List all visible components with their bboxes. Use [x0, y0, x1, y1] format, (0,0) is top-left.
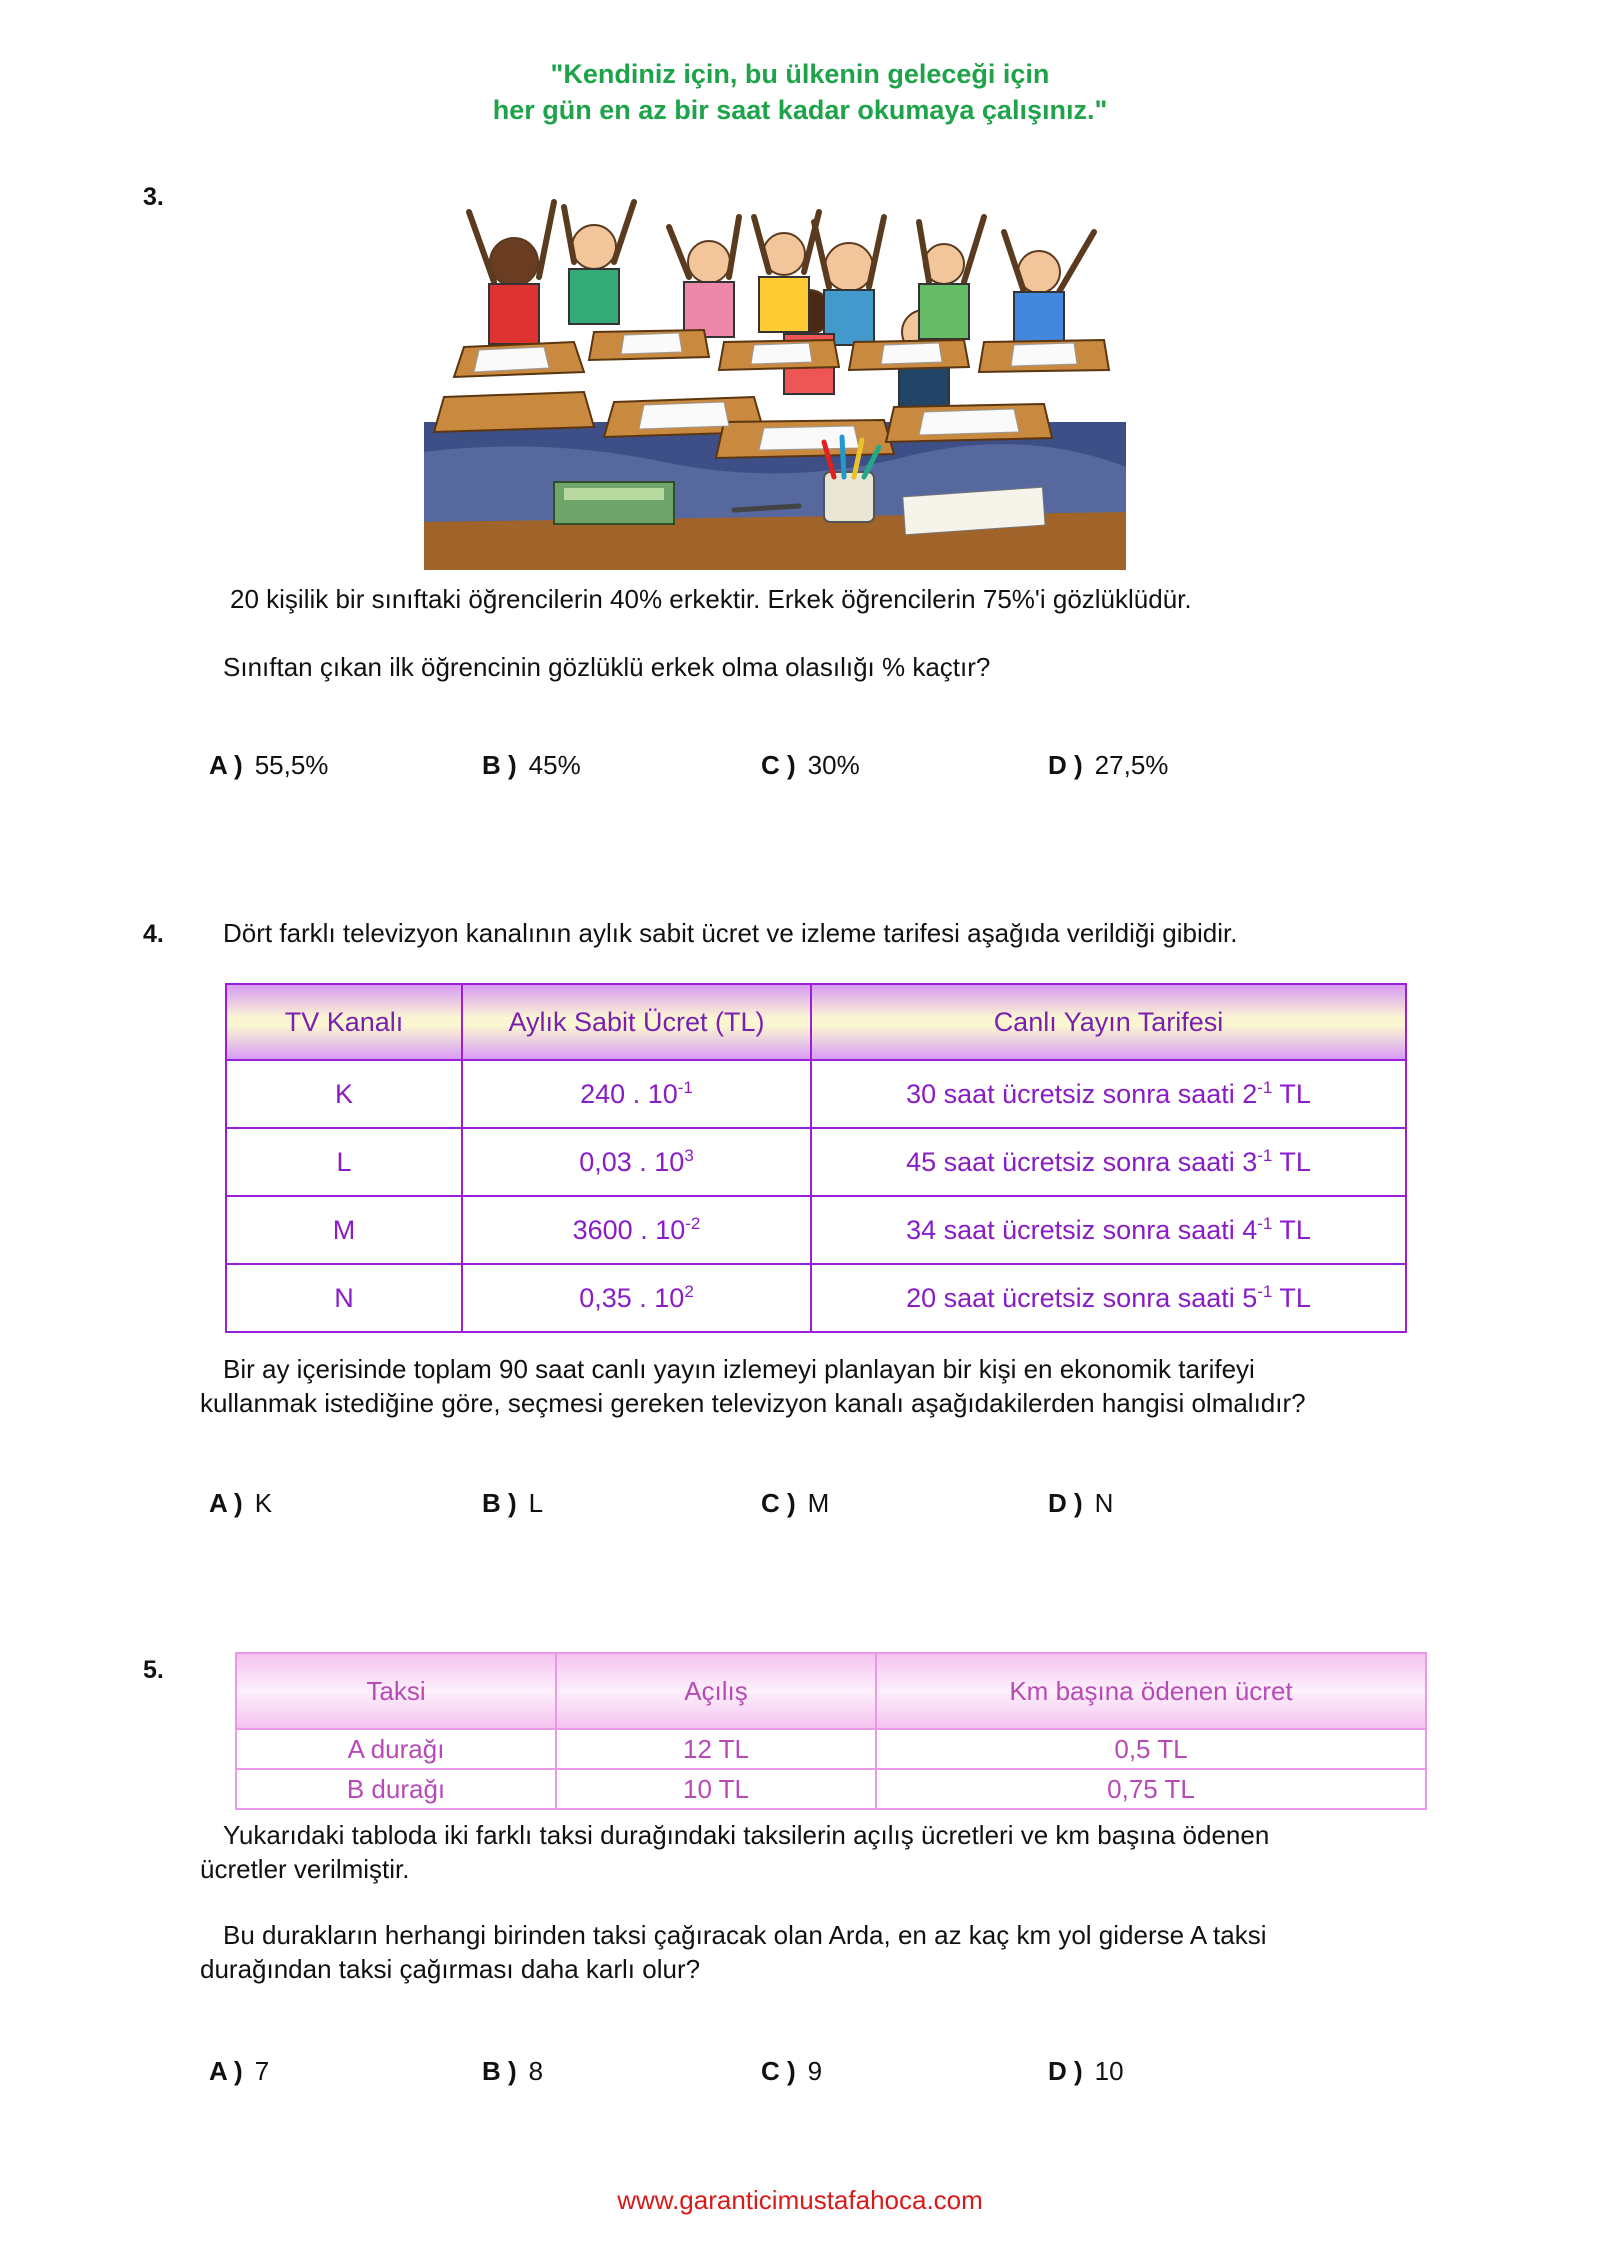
option-letter: A ): [209, 1488, 243, 1518]
question-5-text-1-line-2: ücretler verilmiştir.: [200, 1854, 410, 1884]
option-value: N: [1094, 1488, 1114, 1518]
q3-option-c[interactable]: [761, 750, 860, 781]
table-row: [226, 1196, 1406, 1264]
table-cell: 20 saat ücretsiz sonra saati $5^{-1}$ TL: [811, 1264, 1406, 1332]
option-value: 55,5%: [254, 750, 329, 780]
q4-option-d[interactable]: [1048, 1488, 1113, 1519]
table-cell: N: [226, 1264, 462, 1332]
footer-website-link[interactable]: www.garanticimustafahoca.com: [617, 2185, 983, 2215]
table-cell: 10 TL: [556, 1769, 876, 1809]
classroom-illustration: [424, 192, 1126, 570]
option-letter: C ): [761, 750, 796, 780]
q4-option-c[interactable]: [761, 1488, 829, 1519]
table-cell: M: [226, 1196, 462, 1264]
option-value: 9: [807, 2056, 823, 2086]
q3-option-d[interactable]: [1048, 750, 1168, 781]
table-cell: 0,35 . $10^2$: [462, 1264, 811, 1332]
table-cell: L: [226, 1128, 462, 1196]
option-value: 27,5%: [1094, 750, 1169, 780]
q5-option-d[interactable]: [1048, 2056, 1124, 2087]
option-letter: C ): [761, 2056, 796, 2086]
table-row: [236, 1769, 1426, 1809]
question-4-intro: Dört farklı televizyon kanalının aylık sabit ücret ve izleme tarifesi aşağıda verildiği gibidir.: [223, 918, 1238, 948]
question-4-number: 4.: [143, 920, 164, 948]
question-3-text-1: 20 kişilik bir sınıftaki öğrencilerin 40% erkektir. Erkek öğrencilerin 75%'i gözlüklüdür.: [230, 584, 1192, 614]
option-letter: A ): [209, 2056, 243, 2086]
option-value: 10: [1094, 2056, 1124, 2086]
q5-option-c[interactable]: [761, 2056, 822, 2087]
question-5-text-1-line-1: Yukarıdaki tabloda iki farklı taksi durağındaki taksilerin açılış ücretleri ve km başına ödenen: [223, 1820, 1270, 1850]
table-header: Taksi: [236, 1653, 556, 1729]
option-letter: A ): [209, 750, 243, 780]
option-letter: C ): [761, 1488, 796, 1518]
quote-line-2: her gün en az bir saat kadar okumaya çalışınız.": [492, 95, 1108, 125]
table-cell: 0,03 . $10^3$: [462, 1128, 811, 1196]
question-4-text-line-2: kullanmak istediğine göre, seçmesi gereken televizyon kanalı aşağıdakilerden hangisi olmalıdır?: [200, 1388, 1306, 1418]
option-value: 30%: [807, 750, 860, 780]
question-5-number: 5.: [143, 1656, 164, 1684]
q5-option-b[interactable]: [482, 2056, 543, 2087]
question-5-text-2-line-1: Bu durakların herhangi birinden taksi çağıracak olan Arda, en az kaç km yol giderse A taksi: [223, 1920, 1267, 1950]
table-cell: 30 saat ücretsiz sonra saati $2^{-1}$ TL: [811, 1060, 1406, 1128]
table-cell: 34 saat ücretsiz sonra saati $4^{-1}$ TL: [811, 1196, 1406, 1264]
table-cell: 3600 . $10^{-2}$: [462, 1196, 811, 1264]
option-letter: D ): [1048, 2056, 1083, 2086]
table-cell: 0,75 TL: [876, 1769, 1426, 1809]
option-letter: B ): [482, 750, 517, 780]
table-header-row: [226, 984, 1406, 1060]
option-value: 45%: [528, 750, 581, 780]
table-row: [236, 1729, 1426, 1769]
question-3-text-2: Sınıftan çıkan ilk öğrencinin gözlüklü erkek olma olasılığı % kaçtır?: [223, 652, 991, 682]
quote-line-1: "Kendiniz için, bu ülkenin geleceği için: [550, 59, 1050, 89]
table-cell: B durağı: [236, 1769, 556, 1809]
option-letter: B ): [482, 2056, 517, 2086]
table-row: [226, 1264, 1406, 1332]
table-cell: 240 . $10^{-1}$: [462, 1060, 811, 1128]
motto-quote: [0, 56, 1600, 128]
question-3-number: 3.: [143, 183, 164, 211]
option-letter: D ): [1048, 750, 1083, 780]
question-5-text-2-line-2: durağından taksi çağırması daha karlı olur?: [200, 1954, 701, 1984]
q4-option-b[interactable]: [482, 1488, 543, 1519]
question-4-text-line-1: Bir ay içerisinde toplam 90 saat canlı yayın izlemeyi planlayan bir kişi en ekonomik tarifeyi: [223, 1354, 1255, 1384]
q3-option-a[interactable]: [209, 750, 328, 781]
table-cell: 0,5 TL: [876, 1729, 1426, 1769]
option-value: 7: [254, 2056, 270, 2086]
table-header: Canlı Yayın Tarifesi: [811, 984, 1406, 1060]
table-header: Aylık Sabit Ücret (TL): [462, 984, 811, 1060]
table-row: [226, 1128, 1406, 1196]
table-cell: K: [226, 1060, 462, 1128]
option-value: L: [528, 1488, 544, 1518]
table-header: Km başına ödenen ücret: [876, 1653, 1426, 1729]
table-header: Açılış: [556, 1653, 876, 1729]
q3-option-b[interactable]: [482, 750, 581, 781]
q5-option-a[interactable]: [209, 2056, 269, 2087]
option-letter: D ): [1048, 1488, 1083, 1518]
tv-channel-table: [225, 983, 1407, 1333]
table-header: TV Kanalı: [226, 984, 462, 1060]
table-cell: 45 saat ücretsiz sonra saati $3^{-1}$ TL: [811, 1128, 1406, 1196]
table-row: [226, 1060, 1406, 1128]
table-header-row: [236, 1653, 1426, 1729]
q4-option-a[interactable]: [209, 1488, 272, 1519]
option-value: K: [254, 1488, 273, 1518]
option-value: M: [807, 1488, 830, 1518]
taxi-table: [235, 1652, 1427, 1810]
option-letter: B ): [482, 1488, 517, 1518]
option-value: 8: [528, 2056, 544, 2086]
table-cell: A durağı: [236, 1729, 556, 1769]
table-cell: 12 TL: [556, 1729, 876, 1769]
